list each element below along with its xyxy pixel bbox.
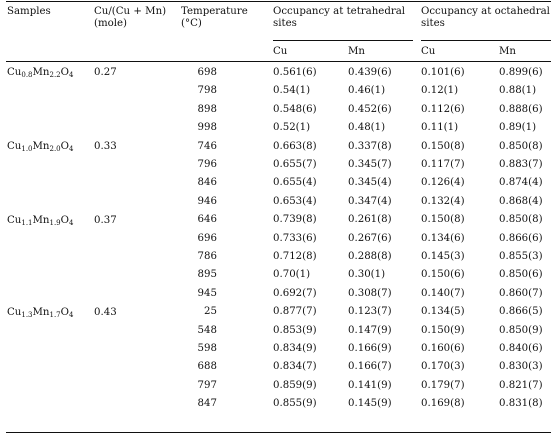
table-cell-octa-mn: 0.899(6) [499, 67, 543, 78]
table-cell-octa-mn: 0.883(7) [499, 159, 543, 170]
octa-group-rule [421, 40, 551, 41]
table-cell-octa-mn: 0.888(6) [499, 103, 543, 115]
table-cell-tetra-mn: 0.267(6) [348, 232, 392, 244]
table-cell-octa-mn: 0.830(3) [499, 361, 543, 373]
table-cell-octa-mn: 0.868(4) [499, 195, 543, 207]
table-cell-tetra-mn: 0.308(7) [348, 287, 392, 299]
table-cell-octa-cu: 0.11(1) [421, 122, 459, 134]
table-cell-temp: 786 [197, 251, 217, 262]
table-cell-octa-mn: 0.850(8) [499, 214, 543, 226]
table-cell-octa-cu: 0.160(6) [421, 343, 465, 354]
table-cell-tetra-mn: 0.452(6) [348, 103, 392, 115]
top-rule [6, 1, 551, 2]
table-cell-tetra-cu: 0.834(7) [273, 361, 317, 373]
header-tetra-line2: sites [273, 18, 297, 29]
bottom-rule [6, 432, 551, 433]
table-cell-octa-mn: 0.840(6) [499, 343, 543, 354]
header-temp-line1: Temperature [181, 6, 248, 17]
table-cell-octa-cu: 0.112(6) [421, 103, 465, 115]
table-cell-temp: 746 [197, 140, 217, 152]
table-cell-octa-mn: 0.821(7) [499, 379, 543, 391]
header-octa-line2: sites [421, 18, 445, 29]
table-cell-tetra-mn: 0.345(4) [348, 177, 392, 189]
table-cell-octa-mn: 0.850(9) [499, 324, 543, 336]
table-cell-tetra-mn: 0.337(8) [348, 140, 392, 152]
table-cell-temp: 998 [197, 122, 217, 134]
subheader-tetra-mn: Mn [348, 46, 365, 57]
header-ratio-line1: Cu/(Cu + Mn) [94, 6, 167, 17]
table-cell-octa-cu: 0.117(7) [421, 159, 465, 170]
header-samples: Samples [7, 6, 51, 17]
header-tetra-line1: Occupancy at tetrahedral [273, 6, 406, 17]
table-cell-octa-mn: 0.866(6) [499, 232, 543, 244]
table-cell-octa-mn: 0.866(5) [499, 306, 543, 318]
table-cell-tetra-cu: 0.834(9) [273, 343, 317, 354]
sample-ratio-4: 0.43 [94, 307, 117, 318]
table-cell-octa-cu: 0.150(9) [421, 324, 465, 336]
table-cell-octa-cu: 0.170(3) [421, 361, 465, 373]
subheader-tetra-cu: Cu [273, 46, 288, 57]
table-cell-temp: 688 [197, 361, 217, 373]
table-cell-octa-mn: 0.88(1) [499, 85, 537, 97]
table-cell-tetra-cu: 0.653(4) [273, 195, 317, 207]
subheader-octa-cu: Cu [421, 46, 436, 57]
header-rule [6, 61, 551, 62]
subheader-octa-mn: Mn [499, 46, 516, 57]
table-cell-temp: 698 [197, 67, 217, 78]
table-cell-temp: 946 [197, 195, 217, 207]
table-cell-temp: 847 [197, 398, 217, 410]
table-cell-temp: 898 [197, 103, 217, 115]
table-cell-tetra-cu: 0.739(8) [273, 214, 317, 226]
table-cell-temp: 797 [197, 379, 217, 391]
table-cell-tetra-cu: 0.712(8) [273, 251, 317, 262]
table-cell-octa-cu: 0.140(7) [421, 287, 465, 299]
table-cell-tetra-cu: 0.54(1) [273, 85, 311, 97]
sample-ratio-2: 0.33 [94, 141, 117, 152]
table-cell-octa-cu: 0.150(8) [421, 140, 465, 152]
table-cell-tetra-mn: 0.46(1) [348, 85, 386, 97]
sample-label-1: $Cu_{0.8}Mn_{2.2}O_4$ [7, 67, 74, 79]
table-cell-tetra-mn: 0.345(7) [348, 159, 392, 170]
table-cell-octa-cu: 0.150(8) [421, 214, 465, 226]
table-cell-octa-mn: 0.850(8) [499, 140, 543, 152]
table-cell-temp: 846 [197, 177, 217, 189]
sample-label-3: $Cu_{1.1}Mn_{1.9}O_4$ [7, 215, 74, 227]
table-cell-octa-mn: 0.874(4) [499, 177, 543, 189]
table-cell-temp: 548 [197, 324, 217, 336]
table-cell-tetra-cu: 0.853(9) [273, 324, 317, 336]
table-cell-temp: 798 [197, 85, 217, 97]
tetra-group-rule [273, 40, 413, 41]
table-cell-tetra-mn: 0.30(1) [348, 269, 386, 281]
table-cell-tetra-mn: 0.166(9) [348, 343, 392, 354]
table-cell-tetra-mn: 0.347(4) [348, 195, 392, 207]
table-cell-tetra-mn: 0.147(9) [348, 324, 392, 336]
table-cell-tetra-cu: 0.859(9) [273, 379, 317, 391]
table-cell-octa-cu: 0.134(5) [421, 306, 465, 318]
table-cell-temp: 796 [197, 159, 217, 170]
table-cell-tetra-mn: 0.141(9) [348, 379, 392, 391]
table-cell-octa-cu: 0.134(6) [421, 232, 465, 244]
table-cell-octa-cu: 0.101(6) [421, 67, 465, 78]
table-cell-tetra-cu: 0.70(1) [273, 269, 311, 281]
table-cell-temp: 598 [197, 343, 217, 354]
table-cell-tetra-cu: 0.655(4) [273, 177, 317, 189]
table-cell-octa-cu: 0.126(4) [421, 177, 465, 189]
table-cell-temp: 945 [197, 287, 217, 299]
table-cell-tetra-mn: 0.123(7) [348, 306, 392, 318]
table-cell-temp: 696 [197, 232, 217, 244]
table-cell-tetra-mn: 0.145(9) [348, 398, 392, 410]
header-ratio-line2: (mole) [94, 18, 128, 29]
table-cell-tetra-cu: 0.655(7) [273, 159, 317, 170]
table-cell-tetra-cu: 0.692(7) [273, 287, 317, 299]
table-cell-octa-mn: 0.831(8) [499, 398, 543, 410]
table-cell-octa-mn: 0.850(6) [499, 269, 543, 281]
table-cell-tetra-mn: 0.261(8) [348, 214, 392, 226]
sample-ratio-1: 0.27 [94, 67, 117, 78]
table-cell-octa-cu: 0.179(7) [421, 379, 465, 391]
table-cell-tetra-cu: 0.561(6) [273, 67, 317, 78]
table-cell-temp: 895 [197, 269, 217, 281]
table-cell-octa-cu: 0.145(3) [421, 251, 465, 262]
table-cell-tetra-cu: 0.733(6) [273, 232, 317, 244]
table-cell-octa-cu: 0.150(6) [421, 269, 465, 281]
table-cell-octa-cu: 0.169(8) [421, 398, 465, 410]
table-cell-tetra-cu: 0.663(8) [273, 140, 317, 152]
table-cell-tetra-mn: 0.439(6) [348, 67, 392, 78]
sample-label-2: $Cu_{1.0}Mn_{2.0}O_4$ [7, 141, 74, 153]
header-temp-line2: (°C) [181, 18, 202, 29]
table-cell-temp: 646 [197, 214, 217, 226]
table-cell-tetra-mn: 0.48(1) [348, 122, 386, 134]
table-cell-tetra-mn: 0.288(8) [348, 251, 392, 262]
table-cell-octa-mn: 0.89(1) [499, 122, 537, 134]
table-cell-octa-mn: 0.860(7) [499, 287, 543, 299]
sample-label-4: $Cu_{1.3}Mn_{1.7}O_4$ [7, 307, 74, 319]
sample-ratio-3: 0.37 [94, 215, 117, 226]
table-cell-tetra-cu: 0.548(6) [273, 103, 317, 115]
header-octa-line1: Occupancy at octahedral [421, 6, 550, 17]
table-cell-tetra-cu: 0.855(9) [273, 398, 317, 410]
table-cell-tetra-mn: 0.166(7) [348, 361, 392, 373]
table-cell-octa-cu: 0.132(4) [421, 195, 465, 207]
table-cell-tetra-cu: 0.877(7) [273, 306, 317, 318]
table-cell-octa-cu: 0.12(1) [421, 85, 459, 97]
table-cell-temp: 25 [204, 306, 217, 318]
table-cell-tetra-cu: 0.52(1) [273, 122, 311, 134]
table-cell-octa-mn: 0.855(3) [499, 251, 543, 262]
